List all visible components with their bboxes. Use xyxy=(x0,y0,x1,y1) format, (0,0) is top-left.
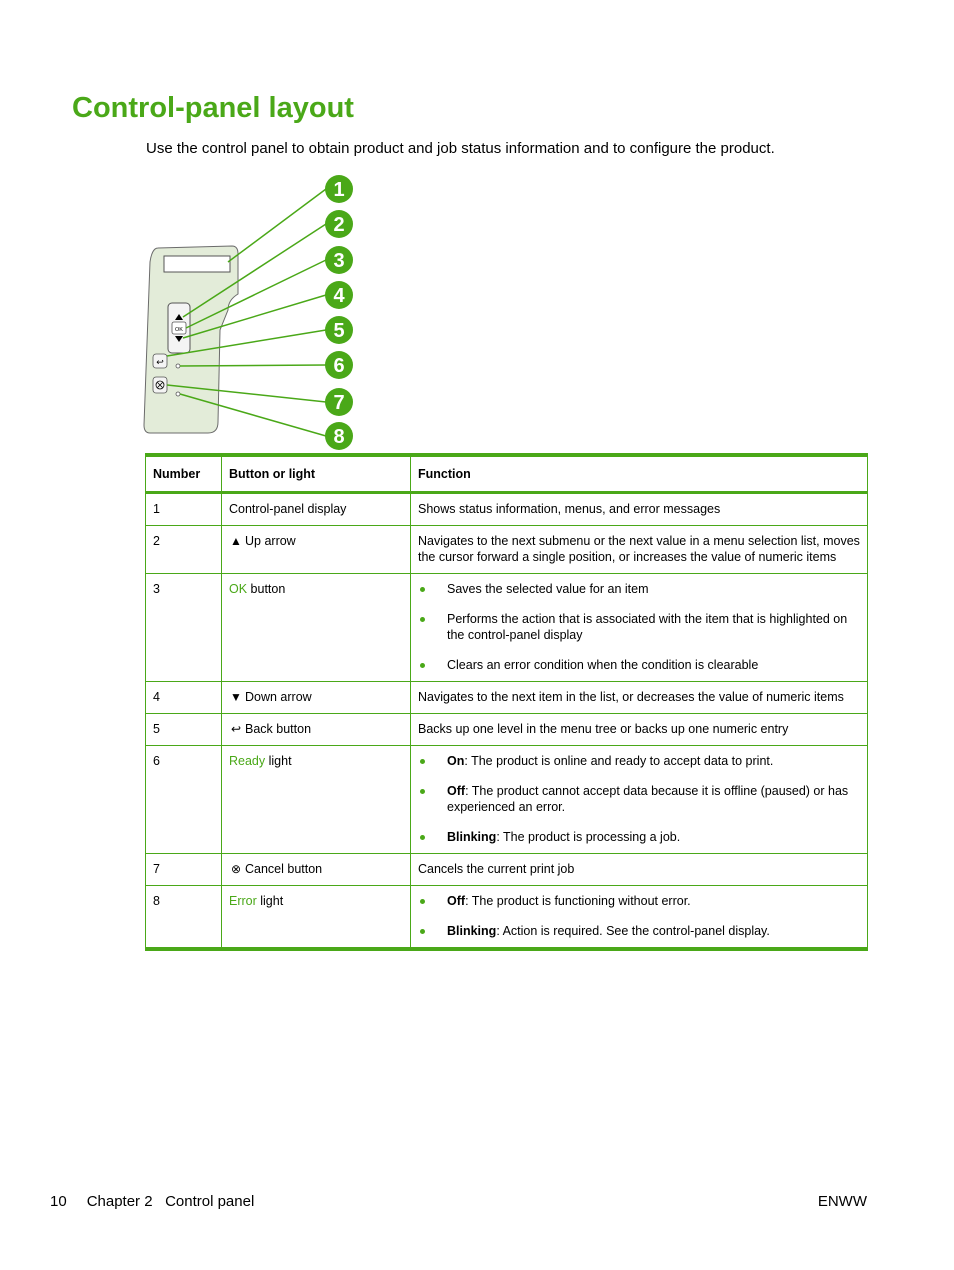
bullet-item: Off: The product cannot accept data because it is offline (paused) or has experienced an error. xyxy=(418,783,861,815)
cancel-icon: ⊗ xyxy=(230,862,242,876)
table-row xyxy=(146,574,868,682)
row-button: Down arrow xyxy=(245,690,312,704)
bullet-item: Blinking: The product is processing a job. xyxy=(418,829,861,845)
header-number: Number xyxy=(146,455,222,493)
row-number: 5 xyxy=(146,714,222,746)
table-row xyxy=(146,493,868,526)
panel-ok-label: OK xyxy=(175,327,183,333)
control-panel-table xyxy=(145,453,868,951)
row-number: 6 xyxy=(146,746,222,854)
bullet-item: Clears an error condition when the condition is clearable xyxy=(418,657,861,673)
row-number: 1 xyxy=(146,493,222,526)
row-button: Control-panel display xyxy=(222,493,411,526)
row-button: Up arrow xyxy=(245,534,296,548)
row-button-highlight: Error xyxy=(229,894,257,908)
bullet-item: Off: The product is functioning without error. xyxy=(418,893,861,909)
row-function: Cancels the current print job xyxy=(411,854,868,886)
display-screen xyxy=(164,256,230,272)
row-function: Backs up one level in the menu tree or backs up one numeric entry xyxy=(411,714,868,746)
row-button-cell xyxy=(222,714,411,746)
row-number: 3 xyxy=(146,574,222,682)
page-title: Control-panel layout xyxy=(72,92,354,124)
row-button-highlight: OK xyxy=(229,582,248,596)
table-row xyxy=(146,854,868,886)
back-icon: ↩ xyxy=(230,722,242,736)
footer-right: ENWW xyxy=(817,1193,867,1210)
bullet-item: Performs the action that is associated with the item that is highlighted on the control-panel display xyxy=(418,611,861,643)
panel-ready-light xyxy=(176,364,180,368)
row-function: Navigates to the next submenu or the next value in a menu selection list, moves the cursor forward a single position, or increases the value of numeric items xyxy=(411,526,868,574)
callout-number: 3 xyxy=(333,250,345,272)
function-bullet-list xyxy=(418,753,861,845)
row-button-cell xyxy=(222,574,411,682)
row-function: Shows status information, menus, and error messages xyxy=(411,493,868,526)
table-row xyxy=(146,526,868,574)
header-button-or-light: Button or light xyxy=(222,455,411,493)
row-button-highlight: Ready xyxy=(229,754,266,768)
row-button-cell xyxy=(222,526,411,574)
up-arrow-icon: ▲ xyxy=(230,534,242,548)
row-function-cell xyxy=(411,746,868,854)
bullet-item: Saves the selected value for an item xyxy=(418,581,861,597)
table-row xyxy=(146,682,868,714)
row-button: Back button xyxy=(245,722,312,736)
callout-number: 6 xyxy=(333,355,345,377)
row-button-cell xyxy=(222,682,411,714)
callout-number: 4 xyxy=(333,285,345,307)
function-bullet-list xyxy=(418,893,861,939)
panel-back-icon: ↩ xyxy=(156,358,164,368)
function-bullet-list xyxy=(418,581,861,673)
bullet-item: On: The product is online and ready to accept data to print. xyxy=(418,753,861,769)
panel-error-light xyxy=(176,392,180,396)
row-number: 7 xyxy=(146,854,222,886)
header-function: Function xyxy=(411,455,868,493)
chapter-label: Chapter 2 Control panel xyxy=(86,1193,255,1210)
panel-body xyxy=(144,246,238,433)
row-button-cell xyxy=(222,886,411,950)
row-function: Navigates to the next item in the list, or decreases the value of numeric items xyxy=(411,682,868,714)
callout-number: 1 xyxy=(333,179,345,201)
row-button-rest: light xyxy=(256,894,284,908)
callout-number: 8 xyxy=(333,426,345,448)
bullet-item: Blinking: Action is required. See the control-panel display. xyxy=(418,923,861,939)
footer-left xyxy=(50,1193,254,1210)
row-number: 2 xyxy=(146,526,222,574)
row-button: Cancel button xyxy=(245,862,323,876)
callout-number: 2 xyxy=(333,214,345,236)
callout-number: 7 xyxy=(333,392,345,414)
table-row xyxy=(146,714,868,746)
callout-badges xyxy=(325,175,353,450)
table-row xyxy=(146,886,868,950)
control-panel-figure xyxy=(140,170,370,450)
row-function-cell xyxy=(411,886,868,950)
row-button-rest: button xyxy=(247,582,286,596)
table-header-row xyxy=(146,455,868,493)
row-number: 4 xyxy=(146,682,222,714)
row-function-cell xyxy=(411,574,868,682)
row-button-rest: light xyxy=(265,754,292,768)
row-button-cell xyxy=(222,746,411,854)
callout-number: 5 xyxy=(333,320,345,342)
table-row xyxy=(146,746,868,854)
intro-paragraph: Use the control panel to obtain product and job status information and to configure the product. xyxy=(146,140,775,157)
control-panel-illustration xyxy=(140,170,370,450)
page-number: 10 xyxy=(50,1193,67,1210)
row-number: 8 xyxy=(146,886,222,950)
down-arrow-icon: ▼ xyxy=(230,690,242,704)
row-button-cell xyxy=(222,854,411,886)
